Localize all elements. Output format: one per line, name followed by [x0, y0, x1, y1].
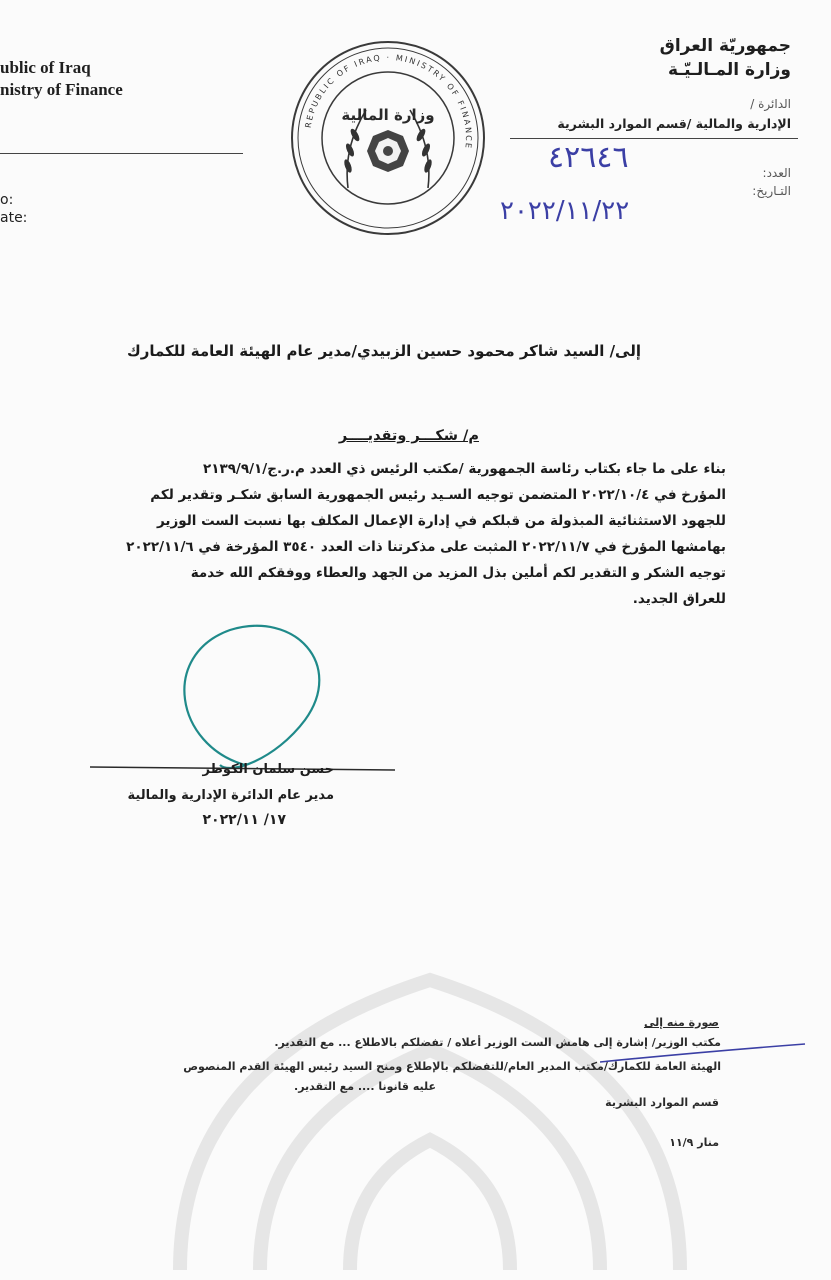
signatory-title: مدير عام الدائرة الإدارية والمالية — [127, 788, 334, 803]
body-line: بناء على ما جاء بكتاب رئاسة الجمهورية /مكتب الرئيس ذي العدد م.ر.ج/٢١٣٩/٩/١ — [202, 461, 726, 477]
english-ministry-line: nistry of Finance — [0, 80, 123, 99]
seal-center-text: وزارة المالية — [341, 106, 435, 124]
english-header-rule — [0, 153, 243, 154]
body-line: للجهود الاستثنائية المبذولة من قبلكم في إدارة الإعمال المكلف بها نسبت الست الوزير — [157, 513, 726, 529]
english-date-label: ate: — [0, 210, 28, 226]
signature-date: ١٧/ ٢٠٢٢/١١ — [202, 812, 286, 828]
arabic-country-line: جمهوريّة العراق — [659, 36, 791, 56]
english-no-label: o: — [0, 192, 14, 208]
body-line: للعراق الجديد. — [632, 591, 726, 607]
subject-line: م/ شكـــر وتقديــــر — [338, 428, 479, 444]
addressee-line: إلى/ السيد شاكر محمود حسين الزبيدي/مدير عام الهيئة العامة للكمارك — [126, 342, 641, 360]
body-line: المؤرخ في ٢٠٢٢/١٠/٤ المتضمن توجيه السـيد رئيس الجمهورية السابق شكـر وتقدير لكم — [150, 487, 726, 503]
letter-body — [70, 456, 726, 612]
signature-scribble-icon — [80, 615, 410, 785]
seal-ring-text: REPUBLIC OF IRAQ · MINISTRY OF FINANCE — [303, 52, 474, 151]
copies-heading: صورة منه إلى — [643, 1016, 719, 1029]
department-value: الإدارية والمالية /قسم الموارد البشرية — [557, 116, 791, 131]
date-label: التـاريخ: — [752, 184, 791, 198]
copies-line: عليه قانونا .... مع التقدير. — [294, 1080, 436, 1093]
copies-line: قسم الموارد البشرية — [605, 1096, 719, 1109]
handwritten-number: ٤٢٦٤٦ — [548, 140, 629, 175]
arabic-ministry-line: وزارة المـالـيّـة — [668, 60, 791, 80]
copies-line: الهيئة العامة للكمارك/مكتب المدير العام/للتفضلكم بالإطلاع ومنح السيد رئيس الهيئة القدم المنصوص — [183, 1060, 721, 1073]
copies-footer: منار ١١/٩ — [669, 1136, 719, 1149]
handwritten-date: ٢٠٢٢/١١/٢٢ — [500, 196, 630, 226]
number-label: العدد: — [762, 166, 791, 180]
department-label: الدائرة / — [750, 97, 791, 111]
ministry-seal-icon — [288, 38, 488, 238]
body-line: توجيه الشكر و التقدير لكم أملين بذل المزيد من الجهد والعطاء ووفقكم الله خدمة — [190, 565, 726, 581]
copies-line: مكتب الوزير/ إشارة إلى هامش الست الوزير أعلاه / تفضلكم بالاطلاع ... مع التقدير. — [274, 1036, 721, 1049]
english-country-line: ublic of Iraq — [0, 58, 91, 77]
arabic-header-rule — [510, 138, 798, 139]
body-line: بهامشها المؤرخ في ٢٠٢٢/١١/٧ المثبت على مذكرتنا ذات العدد ٣٥٤٠ المؤرخة في ٢٠٢٢/١١/٦ — [126, 539, 726, 555]
signatory-name: حسن سلمان الكوطر — [202, 762, 334, 777]
